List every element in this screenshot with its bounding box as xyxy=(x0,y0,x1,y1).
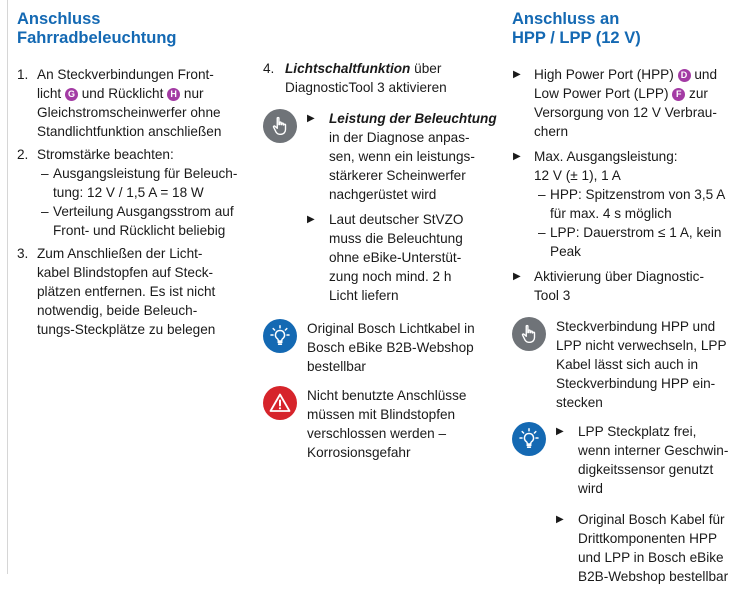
heading-line-2: Fahrradbeleuchtung xyxy=(17,29,177,47)
warning-unused-ports xyxy=(263,386,501,462)
text-line: und Rücklicht xyxy=(81,86,164,101)
heading-bicycle-lighting xyxy=(17,10,257,48)
connector-d-badge: D xyxy=(678,69,691,82)
text-line: wird xyxy=(578,481,603,496)
text-line: Laut deutscher StVZO xyxy=(329,212,464,227)
list-item-3 xyxy=(17,244,257,339)
column-light-function xyxy=(263,59,501,472)
text-line: B2B-Webshop bestellbar xyxy=(578,569,729,584)
text-line: und xyxy=(694,67,718,82)
dash-glyph: – xyxy=(41,166,49,181)
tip-block xyxy=(512,422,750,586)
text-line: licht xyxy=(37,86,62,101)
dash-glyph: – xyxy=(41,204,49,219)
arrow-bullet: ▶ xyxy=(513,69,521,80)
text-line: stärkerer Scheinwerfer xyxy=(329,168,466,183)
text-line: Tool 3 xyxy=(534,288,571,303)
text-line: Versorgung von 12 V Verbrau- xyxy=(534,105,717,120)
text-line: HPP: Spitzenstrom von 3,5 A xyxy=(550,187,726,202)
text-line: Verteilung Ausgangsstrom auf xyxy=(53,204,234,219)
hand-note-block xyxy=(263,109,501,305)
dash-item xyxy=(534,223,750,261)
list-item-4 xyxy=(263,59,501,97)
text-line: Gleichstromscheinwerfer ohne xyxy=(37,105,221,120)
dash-glyph: – xyxy=(538,225,546,240)
text-line: Original Bosch Kabel für xyxy=(578,512,725,527)
text-line: stecken xyxy=(556,395,603,410)
text-line: Steckverbindung HPP und xyxy=(556,319,716,334)
column-bicycle-lighting xyxy=(17,10,257,343)
text-line: sen, wenn ein leistungs- xyxy=(329,149,475,164)
text-line: Original Bosch Lichtkabel in xyxy=(307,321,475,336)
tip-lighting-cable xyxy=(263,319,501,376)
text-line: wenn interner Geschwin- xyxy=(578,443,729,458)
dash-item xyxy=(37,164,257,202)
connector-h-badge: H xyxy=(167,88,180,101)
arrow-bullet: ▶ xyxy=(307,214,315,225)
text-line: LPP: Dauerstrom ≤ 1 A, kein xyxy=(550,225,722,240)
bullet-ports xyxy=(512,65,750,141)
list-item-1 xyxy=(17,65,257,141)
text-line: LPP nicht verwechseln, LPP xyxy=(556,338,727,353)
hand-bullet-2 xyxy=(307,210,501,305)
text-line: Licht liefern xyxy=(329,288,399,303)
heading-line-1: Anschluss xyxy=(17,10,101,28)
text-line: Bosch eBike B2B-Webshop xyxy=(307,340,474,355)
lightbulb-icon xyxy=(512,422,546,456)
text-line: nur xyxy=(183,86,204,101)
page-margin-rule xyxy=(7,0,8,574)
text-line: Ausgangsleistung für Beleuch- xyxy=(53,166,238,181)
warning-icon xyxy=(263,386,297,420)
text-line: in der Diagnose anpas- xyxy=(329,130,470,145)
text-line: für max. 4 s möglich xyxy=(550,206,672,221)
text-line: Zum Anschließen der Licht- xyxy=(37,246,203,261)
text-line: und LPP in Bosch eBike xyxy=(578,550,724,565)
dash-glyph: – xyxy=(538,187,546,202)
text-line: Leistung der Beleuchtung xyxy=(329,111,497,126)
text-line: verschlossen werden – xyxy=(307,426,447,441)
text-line: chern xyxy=(534,124,569,139)
hand-pointer-icon xyxy=(263,109,297,143)
text-line: Stromstärke beachten: xyxy=(37,147,174,162)
text-line: Aktivierung über Diagnostic- xyxy=(534,269,705,284)
text-line: muss die Beleuchtung xyxy=(329,231,463,246)
column-hpp-lpp xyxy=(512,10,750,592)
text-line: Drittkomponenten HPP xyxy=(578,531,718,546)
text-line: über xyxy=(414,61,442,76)
text-line: nachgerüstet wird xyxy=(329,187,437,202)
text-line: müssen mit Blindstopfen xyxy=(307,407,456,422)
connector-g-badge: G xyxy=(65,88,78,101)
item-number: 4. xyxy=(263,61,275,76)
text-line: Steckverbindung HPP ein- xyxy=(556,376,716,391)
tip-bullet-2 xyxy=(556,510,750,586)
text-line: tung: 12 V / 1,5 A = 18 W xyxy=(53,185,204,200)
heading-line-2: HPP / LPP (12 V) xyxy=(512,29,641,47)
text-line: Standlichtfunktion anschließen xyxy=(37,124,222,139)
item-number: 1. xyxy=(17,67,29,82)
item-number: 3. xyxy=(17,246,29,261)
dash-item xyxy=(534,185,750,223)
text-line: Front- und Rücklicht beliebig xyxy=(53,223,226,238)
text-line: plätzen entfernen. Es ist nicht xyxy=(37,284,216,299)
text-line: digkeitssensor genutzt xyxy=(578,462,714,477)
text-line: Kabel lässt sich auch in xyxy=(556,357,699,372)
text-line: 12 V (± 1), 1 A xyxy=(534,168,621,183)
text-line: bestellbar xyxy=(307,359,366,374)
tip-bullet-1 xyxy=(556,422,750,498)
arrow-bullet: ▶ xyxy=(307,113,315,124)
arrow-bullet: ▶ xyxy=(513,151,521,162)
arrow-bullet: ▶ xyxy=(556,514,564,525)
item-number: 2. xyxy=(17,147,29,162)
text-line: Nicht benutzte Anschlüsse xyxy=(307,388,467,403)
list-item-2 xyxy=(17,145,257,240)
text-line: Low Power Port (LPP) xyxy=(534,86,669,101)
text-line: Korrosionsgefahr xyxy=(307,445,411,460)
text-line: kabel Blindstopfen auf Steck- xyxy=(37,265,214,280)
bullet-max-power xyxy=(512,147,750,261)
text-line: Peak xyxy=(550,244,581,259)
text-line: High Power Port (HPP) xyxy=(534,67,674,82)
hand-bullet-1 xyxy=(307,109,501,204)
lightbulb-icon xyxy=(263,319,297,353)
hand-pointer-icon xyxy=(512,317,546,351)
text-line: ohne eBike-Unterstüt- xyxy=(329,250,462,265)
text-line: Lichtschaltfunktion xyxy=(285,61,411,76)
heading-line-1: Anschluss an xyxy=(512,10,620,28)
text-line: An Steckverbindungen Front- xyxy=(37,67,214,82)
dash-item xyxy=(37,202,257,240)
text-line: zung noch mind. 2 h xyxy=(329,269,452,284)
text-line: zur xyxy=(689,86,708,101)
arrow-bullet: ▶ xyxy=(513,271,521,282)
text-line: LPP Steckplatz frei, xyxy=(578,424,697,439)
text-line: Max. Ausgangsleistung: xyxy=(534,149,678,164)
text-line: DiagnosticTool 3 aktivieren xyxy=(285,80,447,95)
arrow-bullet: ▶ xyxy=(556,426,564,437)
connector-f-badge: F xyxy=(672,88,685,101)
hand-note-mixup xyxy=(512,317,750,412)
heading-hpp-lpp xyxy=(512,10,750,48)
bullet-activation xyxy=(512,267,750,305)
text-line: tungs-Steckplätze zu belegen xyxy=(37,322,216,337)
text-line: notwendig, beide Beleuch- xyxy=(37,303,198,318)
